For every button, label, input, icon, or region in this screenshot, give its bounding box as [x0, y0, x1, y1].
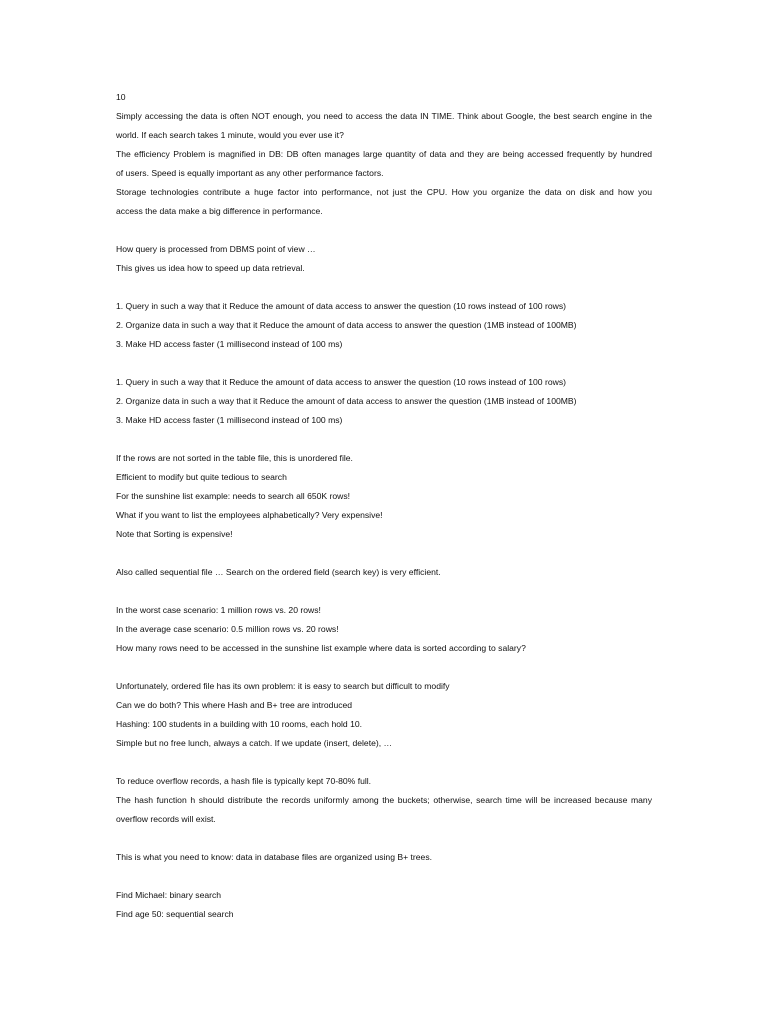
- text-line: The efficiency Problem is magnified in DB: DB often manages large quantity of data and they are being accessed frequently by hundred: [116, 149, 652, 159]
- text-line: In the worst case scenario: 1 million rows vs. 20 rows!: [116, 605, 321, 615]
- text-line: Hashing: 100 students in a building with 10 rooms, each hold 10.: [116, 719, 363, 729]
- list-item: 1. Query in such a way that it Reduce the amount of data access to answer the question (10 rows instead of 100 rows): [116, 301, 566, 311]
- text-line: What if you want to list the employees alphabetically? Very expensive!: [116, 510, 383, 520]
- list-item: 3. Make HD access faster (1 millisecond instead of 100 ms): [116, 415, 343, 425]
- text-line: To reduce overflow records, a hash file is typically kept 70-80% full.: [116, 776, 372, 786]
- text-line: In the average case scenario: 0.5 million rows vs. 20 rows!: [116, 624, 339, 634]
- text-line: How query is processed from DBMS point of view …: [116, 244, 316, 254]
- list-item: 3. Make HD access faster (1 millisecond instead of 100 ms): [116, 339, 343, 349]
- text-line: Can we do both? This where Hash and B+ tree are introduced: [116, 700, 353, 710]
- text-line: access the data make a big difference in performance.: [116, 206, 323, 216]
- text-line: Find Michael: binary search: [116, 890, 222, 900]
- text-line: Also called sequential file … Search on the ordered field (search key) is very efficient.: [116, 567, 441, 577]
- text-line: For the sunshine list example: needs to search all 650K rows!: [116, 491, 351, 501]
- text-line: of users. Speed is equally important as any other performance factors.: [116, 168, 384, 178]
- list-item: 2. Organize data in such a way that it Reduce the amount of data access to answer the question (1MB instead of 100MB): [116, 396, 577, 406]
- text-line: Storage technologies contribute a huge factor into performance, not just the CPU. How you organize the data on disk and how you: [116, 187, 652, 197]
- text-line: overflow records will exist.: [116, 814, 216, 824]
- text-line: This gives us idea how to speed up data retrieval.: [116, 263, 305, 273]
- text-line: This is what you need to know: data in database files are organized using B+ trees.: [116, 852, 433, 862]
- text-line: Simple but no free lunch, always a catch. If we update (insert, delete), …: [116, 738, 393, 748]
- text-line: Find age 50: sequential search: [116, 909, 234, 919]
- page-number: 10: [116, 92, 126, 102]
- text-line: How many rows need to be accessed in the sunshine list example where data is sorted according to salary?: [116, 643, 526, 653]
- list-item: 2. Organize data in such a way that it Reduce the amount of data access to answer the question (1MB instead of 100MB): [116, 320, 577, 330]
- list-item: 1. Query in such a way that it Reduce the amount of data access to answer the question (10 rows instead of 100 rows): [116, 377, 566, 387]
- text-line: Simply accessing the data is often NOT enough, you need to access the data IN TIME. Think about Google, the best search engine in the: [116, 111, 652, 121]
- text-line: If the rows are not sorted in the table file, this is unordered file.: [116, 453, 353, 463]
- text-line: world. If each search takes 1 minute, would you ever use it?: [116, 130, 344, 140]
- text-line: Unfortunately, ordered file has its own problem: it is easy to search but difficult to modify: [116, 681, 450, 691]
- text-line: Efficient to modify but quite tedious to search: [116, 472, 287, 482]
- text-line: Note that Sorting is expensive!: [116, 529, 233, 539]
- text-line: The hash function h should distribute the records uniformly among the buckets; otherwise, search time will be increased because many: [116, 795, 652, 805]
